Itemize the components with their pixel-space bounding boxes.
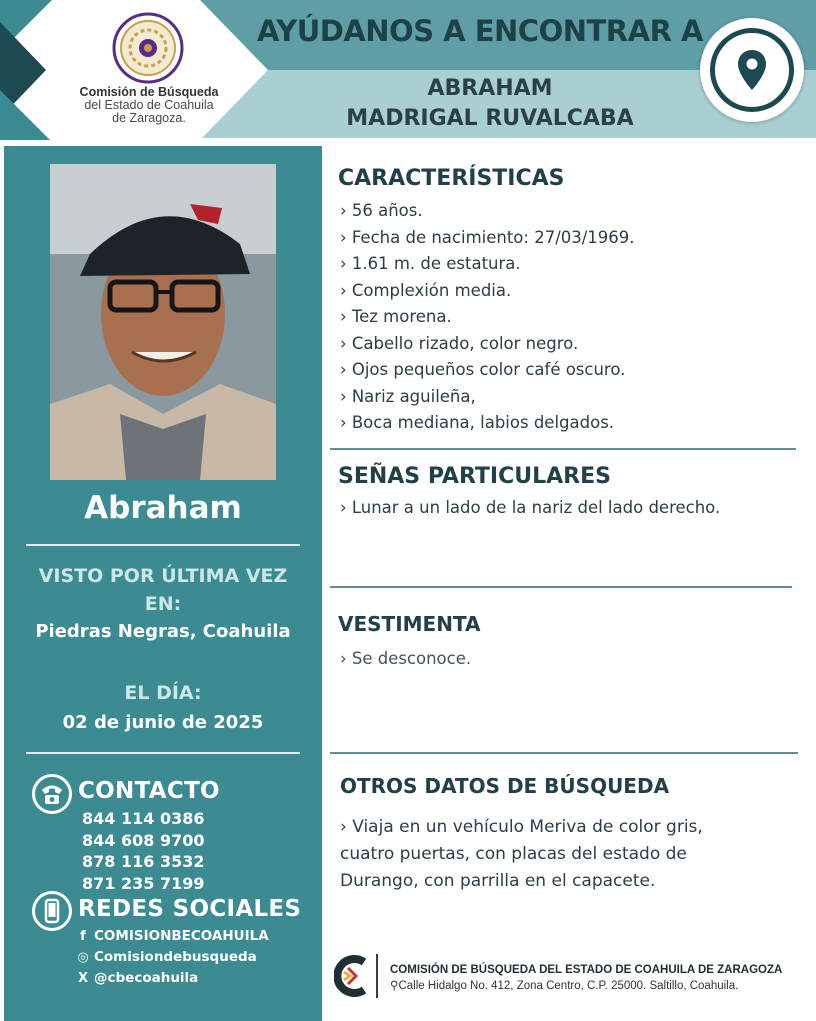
location-badge [700,18,804,122]
social-handle: Comisiondebusqueda [94,949,257,965]
list-item: › Complexión media. [340,280,512,300]
footer-divider [376,954,378,998]
facebook-icon: f [80,929,86,944]
section-divider [330,752,798,754]
list-item: › Boca mediana, labios delgados. [340,413,615,432]
social-item-instagram[interactable] [76,947,269,968]
section-divider [330,448,796,450]
other-search-data-text [340,814,780,895]
distinguishing-marks-list [340,495,720,522]
contact-label: CONTACTO [78,778,220,804]
list-item: › 56 años. [340,201,423,220]
last-seen-label-line-2: EN: [144,593,182,615]
characteristics-title: CARACTERÍSTICAS [338,166,565,191]
location-pin-icon [737,49,767,91]
list-item: › Tez morena. [340,307,452,326]
characteristics-list [340,198,635,437]
social-list [76,926,269,989]
phone-icon [32,774,72,814]
distinguishing-marks-title: SEÑAS PARTICULARES [338,464,611,489]
social-label: REDES SOCIALES [78,896,302,922]
list-item: › Se desconoce. [340,649,472,668]
footer-address-text: Calle Hidalgo No. 412, Zona Centro, C.P. 25000. Saltillo, Coahuila. [398,980,739,992]
paragraph-line: › Viaja en un vehículo Meriva de color gris, [340,817,703,837]
left-divider-2 [26,752,300,754]
commission-c-logo-icon [334,954,370,998]
list-item: › Cabello rizado, color negro. [340,333,579,353]
phone-number[interactable]: 844 114 0386 [82,809,205,828]
logo-line-1: Comisión de Búsqueda [79,85,219,99]
logo-text [64,86,234,125]
other-search-data-title: OTROS DATOS DE BÚSQUEDA [340,774,670,798]
social-item-x[interactable] [76,968,269,989]
list-item: › Nariz aguileña, [340,386,476,406]
last-seen-label [4,562,322,618]
list-item: › Lunar a un lado de la nariz del lado derecho. [340,498,721,517]
commission-seal-icon [112,12,184,84]
list-item: › Fecha de nacimiento: 27/03/1969. [340,227,635,247]
section-divider [330,586,792,588]
paragraph-line: Durango, con parrilla en el capacete. [340,871,656,891]
footer-org-name: COMISIÓN DE BÚSQUEDA DEL ESTADO DE COAHUILA DE ZARAGOZA [390,964,783,976]
logo-line-3: de Zaragoza. [112,111,186,125]
last-seen-place: Piedras Negras, Coahuila [35,621,291,642]
date-label: EL DÍA: [124,682,202,704]
logo-line-2: del Estado de Coahuila [84,98,214,112]
x-icon: X [77,971,89,986]
left-panel [4,146,322,1021]
social-item-facebook[interactable] [76,926,269,947]
name-line-2: MADRIGAL RUVALCABA [346,106,634,131]
social-handle: COMISIONBECOAHUILA [94,928,269,944]
smartphone-icon [32,891,72,931]
social-handle: @cbecoahuila [94,970,199,986]
map-pin-icon: ⚲ [390,980,399,992]
page-title: AYÚDANOS A ENCONTRAR A [257,14,703,48]
missing-person-full-name [300,74,680,134]
left-divider-1 [26,544,300,546]
first-name: Abraham [84,490,242,526]
date-value: 02 de junio de 2025 [62,712,264,733]
paragraph-line: cuatro puertas, con placas del estado de [340,844,687,864]
footer-address [390,978,738,992]
name-line-1: ABRAHAM [427,76,553,101]
instagram-icon: ◎ [77,950,89,965]
phone-list [82,808,204,894]
last-seen-label-line-1: VISTO POR ÚLTIMA VEZ [38,565,288,587]
phone-number[interactable]: 871 235 7199 [82,873,205,893]
clothing-title: VESTIMENTA [338,612,481,636]
phone-number[interactable]: 844 608 9700 [82,830,205,850]
list-item: › 1.61 m. de estatura. [340,254,521,273]
missing-person-photo [50,164,276,480]
phone-number[interactable]: 878 116 3532 [82,852,205,871]
clothing-list [340,646,471,673]
list-item: › Ojos pequeños color café oscuro. [340,360,626,379]
